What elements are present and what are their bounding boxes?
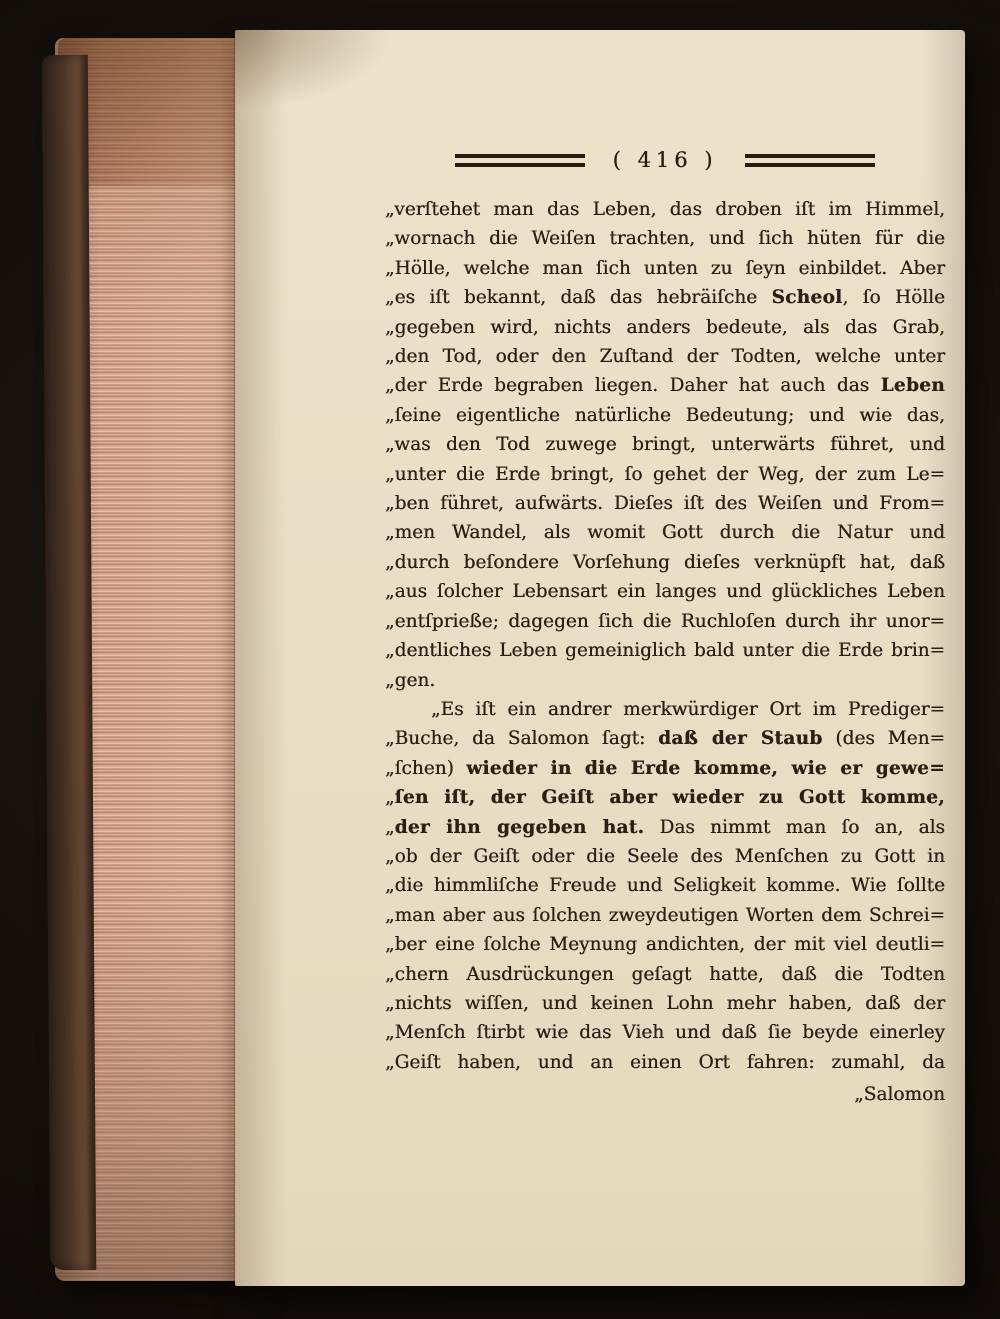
text-line xyxy=(385,460,945,489)
text-line xyxy=(385,195,945,224)
paragraph xyxy=(385,195,945,695)
body-text: „den Tod, oder den Zuſtand der Todten, welche unter xyxy=(385,346,945,368)
emphasized-text: der ihn gegeben hat. xyxy=(394,816,645,838)
body-text: „es iſt bekannt, daß das hebräiſche xyxy=(385,287,772,309)
page-header xyxy=(385,148,945,172)
body-text: „dentliches Leben gemeiniglich bald unter die Erde brin= xyxy=(385,640,945,662)
text-line xyxy=(385,666,945,695)
page-number: ( 416 ) xyxy=(612,148,718,172)
body-text: „Es iſt ein andrer merkwürdiger Ort im Prediger= xyxy=(431,698,945,720)
body-text: „ xyxy=(385,787,395,809)
text-line xyxy=(385,783,945,812)
body-text: „ber eine ſolche Meynung andichten, der mit viel deutli= xyxy=(385,934,945,956)
body-text: „wornach die Weiſen trachten, und ſich hüten für die xyxy=(385,228,945,250)
body-text: „Buche, da Salomon ſagt: xyxy=(385,728,659,750)
text-line xyxy=(385,901,945,930)
text-line xyxy=(385,813,945,842)
text-line xyxy=(385,430,945,459)
text-line xyxy=(385,313,945,342)
body-text: „Geiſt haben, und an einen Ort fahren: zumahl, da xyxy=(385,1051,945,1073)
text-line xyxy=(385,518,945,547)
text-line xyxy=(385,1048,945,1077)
body-text: „Menſch ſtirbt wie das Vieh und daß ſie beyde einerley xyxy=(385,1022,945,1044)
body-text: „unter die Erde bringt, ſo gehet der Weg, der zum Le= xyxy=(385,463,945,485)
text-line xyxy=(385,283,945,312)
body-text: „Hölle, welche man ſich unten zu ſeyn einbildet. Aber xyxy=(385,257,945,279)
body-text: „ob der Geiſt oder die Seele des Menſchen zu Gott in xyxy=(385,845,945,867)
text-line xyxy=(385,548,945,577)
ornament-rule-left xyxy=(455,154,585,167)
body-text: „gegeben wird, nichts anders bedeute, als das Grab, xyxy=(385,316,945,338)
emphasized-text: Scheol xyxy=(771,287,843,309)
emphasized-text: daß der Staub xyxy=(658,728,823,750)
body-text: „durch beſondere Vorſehung dieſes verknüpft hat, daß xyxy=(385,551,945,573)
body-text: „ben führet, aufwärts. Dieſes iſt des Weiſen und From= xyxy=(385,493,945,515)
body-text: Das nimmt man ſo an, als xyxy=(644,816,945,838)
text-line xyxy=(385,342,945,371)
paragraph xyxy=(385,695,945,1077)
body-text: „aus ſolcher Lebensart ein langes und glückliches Leben xyxy=(385,581,945,603)
text-line xyxy=(385,636,945,665)
book-spine-board xyxy=(42,55,96,1270)
body-text: „chern Ausdrückungen geſagt hatte, daß die Todten xyxy=(385,963,945,985)
text-line xyxy=(385,930,945,959)
text-line xyxy=(385,224,945,253)
catchword: „Salomon xyxy=(854,1084,945,1106)
text-line xyxy=(385,489,945,518)
body-text: „nichts wiſſen, und keinen Lohn mehr haben, daß der xyxy=(385,992,945,1014)
body-text: (des Men= xyxy=(822,728,945,750)
text-line xyxy=(385,371,945,400)
text-line xyxy=(385,695,945,724)
emphasized-text: wieder in die Erde komme, wie er gewe= xyxy=(466,757,945,779)
body-text: „verſtehet man das Leben, das droben iſt im Himmel, xyxy=(385,199,945,220)
text-line xyxy=(385,724,945,753)
text-line xyxy=(385,607,945,636)
emphasized-text: ſen iſt, der Geiſt aber wieder zu Gott komme, xyxy=(394,787,945,809)
body-text: „die himmliſche Freude und Seligkeit komme. Wie ſollte xyxy=(385,875,945,897)
body-text: , ſo Hölle xyxy=(842,287,945,309)
body-text: „ſeine eigentliche natürliche Bedeutung; und wie das, xyxy=(385,404,945,426)
page-text xyxy=(385,195,945,1109)
text-line xyxy=(385,989,945,1018)
text-line xyxy=(385,577,945,606)
text-line xyxy=(385,871,945,900)
body-text: „man aber aus ſolchen zweydeutigen Worten dem Schrei= xyxy=(385,904,945,926)
text-line xyxy=(385,254,945,283)
body-text: „ſchen) xyxy=(385,757,467,779)
text-line xyxy=(385,842,945,871)
text-line xyxy=(385,960,945,989)
text-line xyxy=(385,401,945,430)
body-text: „ xyxy=(385,816,395,838)
ornament-rule-right xyxy=(745,154,875,167)
text-line xyxy=(385,754,945,783)
body-text: „men Wandel, als womit Gott durch die Natur und xyxy=(385,522,945,544)
body-text: „gen. xyxy=(385,669,436,691)
body-text: „der Erde begraben liegen. Daher hat auch das xyxy=(385,375,881,397)
body-text: „was den Tod zuwege bringt, unterwärts führet, und xyxy=(385,434,945,456)
text-line xyxy=(385,1018,945,1047)
book-page xyxy=(235,30,965,1286)
body-text: „entſprieße; dagegen ſich die Ruchloſen durch ihr unor= xyxy=(385,610,945,632)
emphasized-text: Leben xyxy=(880,375,945,397)
